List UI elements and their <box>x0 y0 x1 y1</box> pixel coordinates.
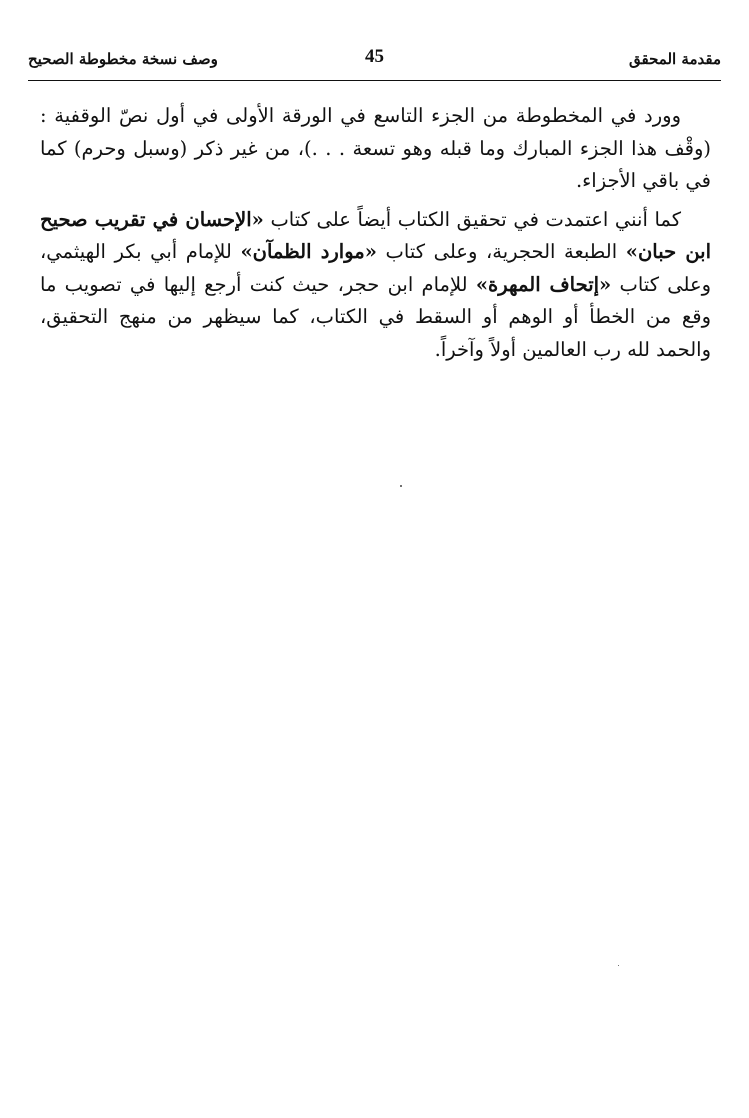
running-header <box>28 46 721 76</box>
body-text <box>40 100 711 366</box>
paragraph-2-text-4: للإمام ابن حجر، حيث كنت أرجع إليها في تصويب ما وقع من الخطأ أو الوهم أو السقط في الكتاب، كما سيظهر من منهج التحقيق، والحمد لله رب العالمين أولاً وآخراً. <box>40 272 711 361</box>
paragraph-2-text-2: الطبعة الحجرية، وعلى كتاب <box>376 240 618 263</box>
paragraph-2-text-1: كما أنني اعتمدت في تحقيق الكتاب أيضاً على كتاب <box>263 207 681 231</box>
chapter-title: مقدمة المحقق <box>629 50 721 68</box>
scan-speck <box>400 485 402 487</box>
paragraph-1-text: وورد في المخطوطة من الجزء التاسع في الورقة الأولى في أول نصّ الوقفية : (وقْف هذا الجزء المبارك وما قبله وهو تسعة . . .)، من غير ذكر (وسبل وحرم) كما في باقي الأجزاء. <box>40 104 711 192</box>
paragraph-2 <box>40 204 711 367</box>
book-title-mawarid: «موارد الظمآن» <box>240 240 377 263</box>
scan-speck <box>618 965 619 966</box>
page-number: 45 <box>365 46 384 67</box>
book-title-ithaf: «إتحاف المهرة» <box>475 272 612 296</box>
header-divider <box>28 80 721 81</box>
book-title-ihsan: «الإحسان في تقريب صحيح ابن حبان» <box>40 207 712 263</box>
section-title: وصف نسخة مخطوطة الصحيح <box>28 50 218 68</box>
paragraph-2-text-3: للإمام أبي بكر الهيثمي، وعلى كتاب <box>40 240 711 296</box>
paragraph-1 <box>40 100 711 198</box>
